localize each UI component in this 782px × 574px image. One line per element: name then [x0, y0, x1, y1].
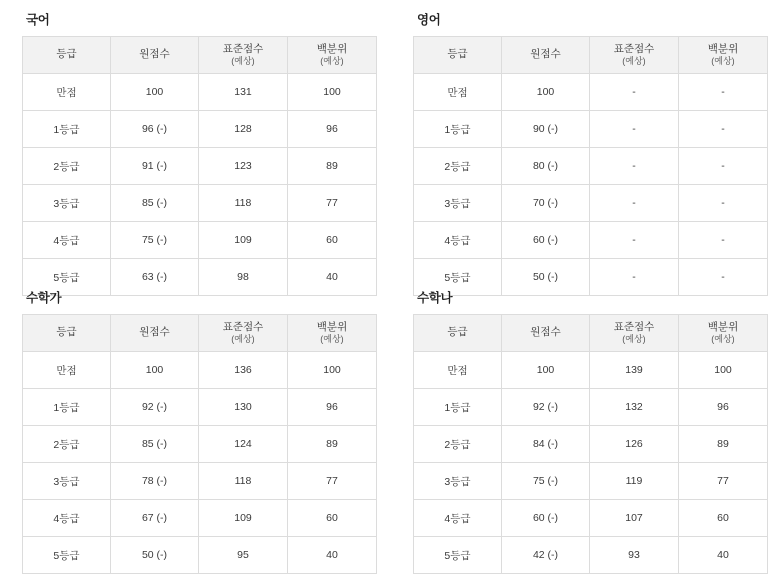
cell-percentile: 89: [679, 426, 768, 463]
table-row: [23, 389, 377, 426]
column-header-raw-score: 원점수: [111, 37, 199, 74]
cell-raw-score: 60 (-): [502, 500, 590, 537]
cell-percentile: 96: [288, 389, 377, 426]
cell-grade: 1등급: [414, 111, 502, 148]
cell-raw-score: 100: [502, 74, 590, 111]
cell-grade: 3등급: [414, 185, 502, 222]
panel-title: 영어: [417, 13, 441, 27]
table-row: [23, 185, 377, 222]
cell-raw-score: 90 (-): [502, 111, 590, 148]
score-table: [413, 36, 768, 296]
table-row: [23, 537, 377, 574]
cell-grade: 1등급: [23, 389, 111, 426]
cell-grade: 4등급: [23, 222, 111, 259]
table-row: [23, 222, 377, 259]
cell-raw-score: 85 (-): [111, 426, 199, 463]
cell-standard-score: 128: [199, 111, 288, 148]
cell-percentile: 96: [679, 389, 768, 426]
table-row: [414, 185, 768, 222]
cell-grade: 5등급: [414, 259, 502, 296]
panel-title: 수학가: [26, 291, 62, 305]
cell-standard-score: 123: [199, 148, 288, 185]
cell-percentile: 100: [288, 352, 377, 389]
table-row: [414, 222, 768, 259]
cell-raw-score: 63 (-): [111, 259, 199, 296]
cell-grade: 만점: [414, 74, 502, 111]
table-row: [414, 111, 768, 148]
cell-raw-score: 85 (-): [111, 185, 199, 222]
cell-grade: 만점: [23, 74, 111, 111]
cell-percentile: -: [679, 148, 768, 185]
panel-math-na: [391, 278, 782, 562]
cell-raw-score: 92 (-): [111, 389, 199, 426]
cell-grade: 2등급: [414, 426, 502, 463]
column-header-raw-score: 원점수: [502, 315, 590, 352]
table-row: [414, 537, 768, 574]
cell-standard-score: 139: [590, 352, 679, 389]
cell-percentile: -: [679, 222, 768, 259]
cell-raw-score: 96 (-): [111, 111, 199, 148]
cell-raw-score: 50 (-): [502, 259, 590, 296]
table-row: [414, 426, 768, 463]
cell-grade: 4등급: [414, 500, 502, 537]
cell-grade: 2등급: [23, 426, 111, 463]
column-header-percentile: 백분위 (예상): [288, 315, 377, 352]
cell-percentile: 40: [679, 537, 768, 574]
cell-raw-score: 91 (-): [111, 148, 199, 185]
cell-grade: 5등급: [414, 537, 502, 574]
column-header-percentile: 백분위 (예상): [288, 37, 377, 74]
cell-standard-score: -: [590, 74, 679, 111]
cell-grade: 3등급: [414, 463, 502, 500]
cell-raw-score: 70 (-): [502, 185, 590, 222]
score-table: [413, 314, 768, 574]
cell-raw-score: 78 (-): [111, 463, 199, 500]
column-header-standard-score: 표준점수 (예상): [199, 37, 288, 74]
table-row: [414, 148, 768, 185]
cell-percentile: -: [679, 111, 768, 148]
cell-percentile: 77: [288, 185, 377, 222]
cell-grade: 3등급: [23, 463, 111, 500]
column-header-grade: 등급: [23, 37, 111, 74]
cell-standard-score: -: [590, 185, 679, 222]
cell-standard-score: 98: [199, 259, 288, 296]
cell-grade: 만점: [23, 352, 111, 389]
cell-raw-score: 42 (-): [502, 537, 590, 574]
table-row: [23, 352, 377, 389]
cell-raw-score: 84 (-): [502, 426, 590, 463]
cell-percentile: -: [679, 185, 768, 222]
cell-grade: 만점: [414, 352, 502, 389]
cell-grade: 2등급: [414, 148, 502, 185]
cell-raw-score: 50 (-): [111, 537, 199, 574]
table-row: [23, 463, 377, 500]
cell-percentile: 40: [288, 537, 377, 574]
cell-standard-score: 118: [199, 463, 288, 500]
cell-grade: 4등급: [23, 500, 111, 537]
cell-standard-score: 124: [199, 426, 288, 463]
cell-standard-score: -: [590, 148, 679, 185]
cell-standard-score: 130: [199, 389, 288, 426]
table-header-row: [23, 315, 377, 352]
table-row: [414, 389, 768, 426]
table-row: [23, 74, 377, 111]
panel-english: [391, 0, 782, 284]
cell-raw-score: 100: [111, 352, 199, 389]
cell-standard-score: 118: [199, 185, 288, 222]
cell-standard-score: 109: [199, 500, 288, 537]
cell-grade: 2등급: [23, 148, 111, 185]
panel-korean: [0, 0, 391, 284]
column-header-standard-score: 표준점수 (예상): [590, 315, 679, 352]
table-row: [23, 426, 377, 463]
cell-percentile: 100: [679, 352, 768, 389]
column-header-grade: 등급: [414, 37, 502, 74]
panel-math-ga: [0, 278, 391, 562]
table-row: [23, 500, 377, 537]
cell-raw-score: 100: [502, 352, 590, 389]
cell-standard-score: 126: [590, 426, 679, 463]
cell-standard-score: 136: [199, 352, 288, 389]
cell-percentile: 60: [288, 500, 377, 537]
score-table: [22, 36, 377, 296]
table-header-row: [414, 37, 768, 74]
table-row: [23, 148, 377, 185]
table-row: [414, 500, 768, 537]
cell-percentile: 60: [679, 500, 768, 537]
cell-raw-score: 75 (-): [111, 222, 199, 259]
cell-percentile: 89: [288, 426, 377, 463]
cell-raw-score: 92 (-): [502, 389, 590, 426]
table-row: [414, 463, 768, 500]
column-header-raw-score: 원점수: [111, 315, 199, 352]
cell-percentile: -: [679, 259, 768, 296]
cell-grade: 5등급: [23, 259, 111, 296]
cell-standard-score: 119: [590, 463, 679, 500]
table-row: [23, 111, 377, 148]
cell-grade: 1등급: [414, 389, 502, 426]
cell-percentile: 77: [288, 463, 377, 500]
cell-percentile: 60: [288, 222, 377, 259]
cell-standard-score: 132: [590, 389, 679, 426]
cell-grade: 3등급: [23, 185, 111, 222]
column-header-grade: 등급: [414, 315, 502, 352]
cell-grade: 1등급: [23, 111, 111, 148]
score-table: [22, 314, 377, 574]
column-header-percentile: 백분위 (예상): [679, 37, 768, 74]
cell-standard-score: 109: [199, 222, 288, 259]
cell-standard-score: 93: [590, 537, 679, 574]
panel-title: 국어: [26, 13, 50, 27]
panel-title: 수학나: [417, 291, 453, 305]
column-header-standard-score: 표준점수 (예상): [199, 315, 288, 352]
cell-raw-score: 100: [111, 74, 199, 111]
table-header-row: [23, 37, 377, 74]
cell-standard-score: 95: [199, 537, 288, 574]
cell-percentile: 40: [288, 259, 377, 296]
cell-standard-score: -: [590, 222, 679, 259]
cell-percentile: 96: [288, 111, 377, 148]
cell-raw-score: 67 (-): [111, 500, 199, 537]
column-header-standard-score: 표준점수 (예상): [590, 37, 679, 74]
cell-percentile: 89: [288, 148, 377, 185]
cell-percentile: 77: [679, 463, 768, 500]
table-row: [414, 74, 768, 111]
cell-standard-score: 131: [199, 74, 288, 111]
cell-percentile: -: [679, 74, 768, 111]
cell-grade: 4등급: [414, 222, 502, 259]
column-header-grade: 등급: [23, 315, 111, 352]
cell-grade: 5등급: [23, 537, 111, 574]
cell-percentile: 100: [288, 74, 377, 111]
cell-raw-score: 80 (-): [502, 148, 590, 185]
cell-standard-score: -: [590, 259, 679, 296]
table-row: [414, 352, 768, 389]
column-header-percentile: 백분위 (예상): [679, 315, 768, 352]
cell-standard-score: 107: [590, 500, 679, 537]
column-header-raw-score: 원점수: [502, 37, 590, 74]
cell-raw-score: 75 (-): [502, 463, 590, 500]
cell-standard-score: -: [590, 111, 679, 148]
cell-raw-score: 60 (-): [502, 222, 590, 259]
table-header-row: [414, 315, 768, 352]
